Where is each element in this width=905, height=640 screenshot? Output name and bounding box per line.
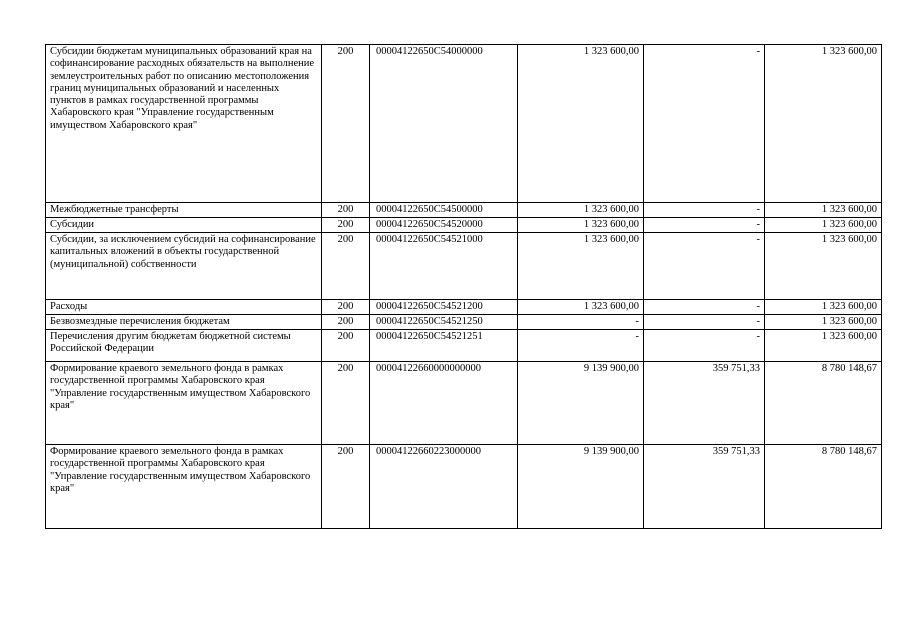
row-unexecuted: 1 323 600,00 (765, 330, 882, 362)
row-unexecuted: 1 323 600,00 (765, 233, 882, 300)
budget-report-table (45, 44, 882, 529)
table-row (46, 203, 882, 218)
row-approved: - (518, 315, 644, 330)
row-line-code: 200 (322, 233, 370, 300)
row-line-code: 200 (322, 330, 370, 362)
row-unexecuted: 1 323 600,00 (765, 218, 882, 233)
row-line-code: 200 (322, 445, 370, 529)
row-unexecuted: 1 323 600,00 (765, 315, 882, 330)
row-executed: - (644, 315, 765, 330)
row-budget-code: 00004122650C54521000 (370, 233, 518, 300)
row-budget-code: 00004122650C54521200 (370, 300, 518, 315)
table-row (46, 330, 882, 362)
row-approved: 1 323 600,00 (518, 203, 644, 218)
row-approved: 9 139 900,00 (518, 362, 644, 445)
row-name: Субсидии, за исключением субсидий на софинансирование капитальных вложений в объекты государственной (муниципальной) собственности (46, 233, 322, 300)
row-name: Безвозмездные перечисления бюджетам (46, 315, 322, 330)
row-name: Перечисления другим бюджетам бюджетной системы Российской Федерации (46, 330, 322, 362)
row-approved: 1 323 600,00 (518, 45, 644, 203)
row-line-code: 200 (322, 218, 370, 233)
row-budget-code: 00004122650C54000000 (370, 45, 518, 203)
row-unexecuted: 1 323 600,00 (765, 300, 882, 315)
row-approved: 1 323 600,00 (518, 300, 644, 315)
row-budget-code: 00004122660223000000 (370, 445, 518, 529)
table-row (46, 362, 882, 445)
row-line-code: 200 (322, 45, 370, 203)
row-name: Субсидии (46, 218, 322, 233)
table-row (46, 45, 882, 203)
row-budget-code: 00004122650C54520000 (370, 218, 518, 233)
row-line-code: 200 (322, 300, 370, 315)
row-budget-code: 00004122650C54521251 (370, 330, 518, 362)
row-unexecuted: 8 780 148,67 (765, 362, 882, 445)
row-line-code: 200 (322, 315, 370, 330)
row-approved: 1 323 600,00 (518, 218, 644, 233)
row-line-code: 200 (322, 203, 370, 218)
row-executed: - (644, 203, 765, 218)
row-name: Формирование краевого земельного фонда в рамках государственной программы Хабаровского края "Управление государственным имуществом Хабаровского края" (46, 445, 322, 529)
table-row (46, 233, 882, 300)
row-executed: - (644, 330, 765, 362)
row-budget-code: 00004122650C54500000 (370, 203, 518, 218)
row-executed: 359 751,33 (644, 445, 765, 529)
table-row (46, 445, 882, 529)
row-unexecuted: 1 323 600,00 (765, 203, 882, 218)
row-budget-code: 00004122650C54521250 (370, 315, 518, 330)
row-unexecuted: 1 323 600,00 (765, 45, 882, 203)
row-executed: - (644, 218, 765, 233)
table-row (46, 218, 882, 233)
row-budget-code: 00004122660000000000 (370, 362, 518, 445)
row-approved: - (518, 330, 644, 362)
table-row (46, 300, 882, 315)
row-name: Межбюджетные трансферты (46, 203, 322, 218)
row-name: Расходы (46, 300, 322, 315)
row-executed: - (644, 300, 765, 315)
row-executed: - (644, 233, 765, 300)
row-approved: 1 323 600,00 (518, 233, 644, 300)
row-executed: 359 751,33 (644, 362, 765, 445)
table-row (46, 315, 882, 330)
row-name: Субсидии бюджетам муниципальных образований края на софинансирование расходных обязательств на выполнение землеустроительных работ по описанию местоположения границ муниципальных образований и населенных пунктов в рамках государственной программы Хабаровского края "Управление государственным имуществом Хабаровского края" (46, 45, 322, 203)
row-name: Формирование краевого земельного фонда в рамках государственной программы Хабаровского края "Управление государственным имуществом Хабаровского края" (46, 362, 322, 445)
row-unexecuted: 8 780 148,67 (765, 445, 882, 529)
row-line-code: 200 (322, 362, 370, 445)
row-executed: - (644, 45, 765, 203)
row-approved: 9 139 900,00 (518, 445, 644, 529)
